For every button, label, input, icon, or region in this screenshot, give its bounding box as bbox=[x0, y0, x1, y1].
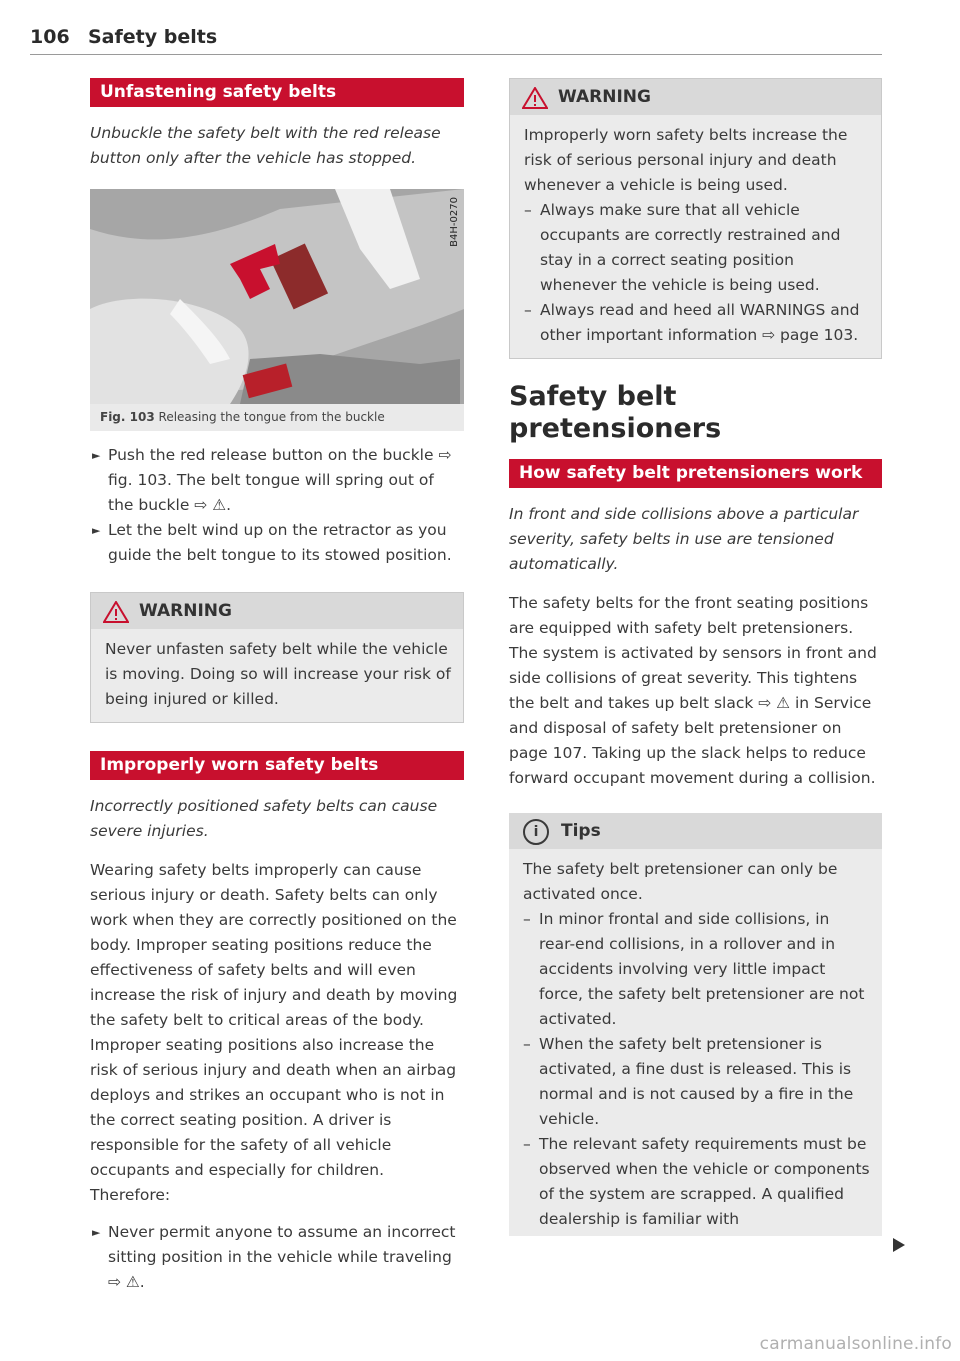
improper-intro: Incorrectly positioned safety belts can cause severe injuries. bbox=[90, 797, 438, 840]
warning-triangle-icon bbox=[103, 601, 129, 623]
tips-header bbox=[509, 813, 882, 849]
warning-title: WARNING bbox=[139, 601, 232, 621]
list-item: ► Let the belt wind up on the retractor as you guide the belt tongue to its stowed position. bbox=[90, 518, 464, 568]
warning-title: WARNING bbox=[558, 87, 651, 107]
unfastening-heading: Unfastening safety belts bbox=[90, 78, 464, 107]
chapter-title: Safety belts bbox=[88, 26, 218, 48]
list-item: ► Never permit anyone to assume an incorrect sitting position in the vehicle while traveling ⇨ ⚠. bbox=[90, 1220, 464, 1295]
tips-title: Tips bbox=[561, 821, 601, 841]
info-icon: i bbox=[523, 819, 549, 845]
improper-body: Wearing safety belts improperly can cause serious injury or death. Safety belts can only work when they are correctly positioned on the body. Improper seating positions reduce the effectiveness of safety belts and will even increase the risk of injury and death by moving the safety belt to critical areas of the body. Improper seating positions also increase the risk of serious injury and death when an airbag deploys and strikes an occupant who is not in the correct seating position. A driver is responsible for the safety of all vehicle occupants and especially for children. Therefore: bbox=[90, 861, 458, 1204]
buckle-illustration-graphic bbox=[90, 189, 464, 404]
triangle-bullet-icon: ► bbox=[92, 524, 101, 537]
unfastening-warning bbox=[90, 592, 464, 723]
unfastening-steps bbox=[90, 443, 464, 568]
section-title: Safety belt pretensioners bbox=[509, 381, 722, 444]
buckle-illustration bbox=[90, 189, 464, 404]
warning-header bbox=[510, 79, 881, 115]
triangle-bullet-icon: ► bbox=[92, 1226, 101, 1239]
belt-warning bbox=[509, 78, 882, 359]
pretensioners-heading: How safety belt pretensioners work bbox=[509, 459, 882, 488]
figure-label: Fig. 103 bbox=[100, 410, 155, 424]
triangle-bullet-icon: ► bbox=[92, 449, 101, 462]
pretensioners-body: The safety belts for the front seating positions are equipped with safety belt pretensioners. The system is activated by sensors in front and side collisions of great severity. This tightens the belt and takes up belt slack ⇨ ⚠ in Service and disposal of safety belt pretensioner on page 107. Taking up the slack helps to reduce forward occupant movement during a collision. bbox=[509, 594, 877, 787]
warning-text: Improperly worn safety belts increase the risk of serious personal injury and death whenever a vehicle is being used. bbox=[524, 126, 848, 194]
page-header bbox=[30, 24, 882, 55]
list-item: ► Push the red release button on the buckle ⇨ fig. 103. The belt tongue will spring out of the buckle ⇨ ⚠. bbox=[90, 443, 464, 518]
improper-steps bbox=[90, 1220, 464, 1295]
warning-triangle-icon bbox=[522, 87, 548, 109]
tips-items bbox=[523, 907, 870, 1232]
tips-body bbox=[509, 849, 882, 1236]
figure-103 bbox=[90, 189, 464, 431]
improper-heading: Improperly worn safety belts bbox=[90, 751, 464, 780]
continue-arrow-icon bbox=[893, 1238, 905, 1252]
right-column bbox=[509, 78, 882, 1236]
tips-text: The safety belt pretensioner can only be activated once. bbox=[523, 860, 838, 903]
watermark: carmanualsonline.info bbox=[759, 1334, 952, 1354]
pretensioners-intro: In front and side collisions above a particular severity, safety belts in use are tensioned automatically. bbox=[509, 505, 859, 573]
warning-text: Never unfasten safety belt while the vehicle is moving. Doing so will increase your risk of being injured or killed. bbox=[91, 629, 463, 722]
page-number: 106 bbox=[30, 26, 70, 48]
warning-header bbox=[91, 593, 463, 629]
figure-caption-text: Releasing the tongue from the buckle bbox=[158, 410, 385, 424]
warning-body bbox=[510, 115, 881, 358]
figure-caption bbox=[90, 404, 464, 431]
list-item: – In minor frontal and side collisions, in rear-end collisions, in a rollover and in accidents involving very little impact force, the safety belt pretensioner are not activated. bbox=[523, 910, 865, 1028]
figure-code: B4H-0270 bbox=[449, 197, 460, 247]
tips-box bbox=[509, 813, 882, 1236]
list-item: – Always read and heed all WARNINGS and other important information ⇨ page 103. bbox=[524, 301, 860, 344]
list-item: – Always make sure that all vehicle occupants are correctly restrained and stay in a correct seating position whenever the vehicle is being used. bbox=[524, 201, 841, 294]
list-item: – The relevant safety requirements must be observed when the vehicle or components of the system are scrapped. A qualified dealership is familiar with bbox=[523, 1135, 870, 1228]
list-item: – When the safety belt pretensioner is activated, a fine dust is released. This is normal and is not caused by a fire in the vehicle. bbox=[523, 1035, 854, 1128]
warning-items bbox=[524, 198, 869, 348]
left-column bbox=[90, 78, 464, 1295]
unfastening-intro: Unbuckle the safety belt with the red release button only after the vehicle has stopped. bbox=[90, 124, 441, 167]
